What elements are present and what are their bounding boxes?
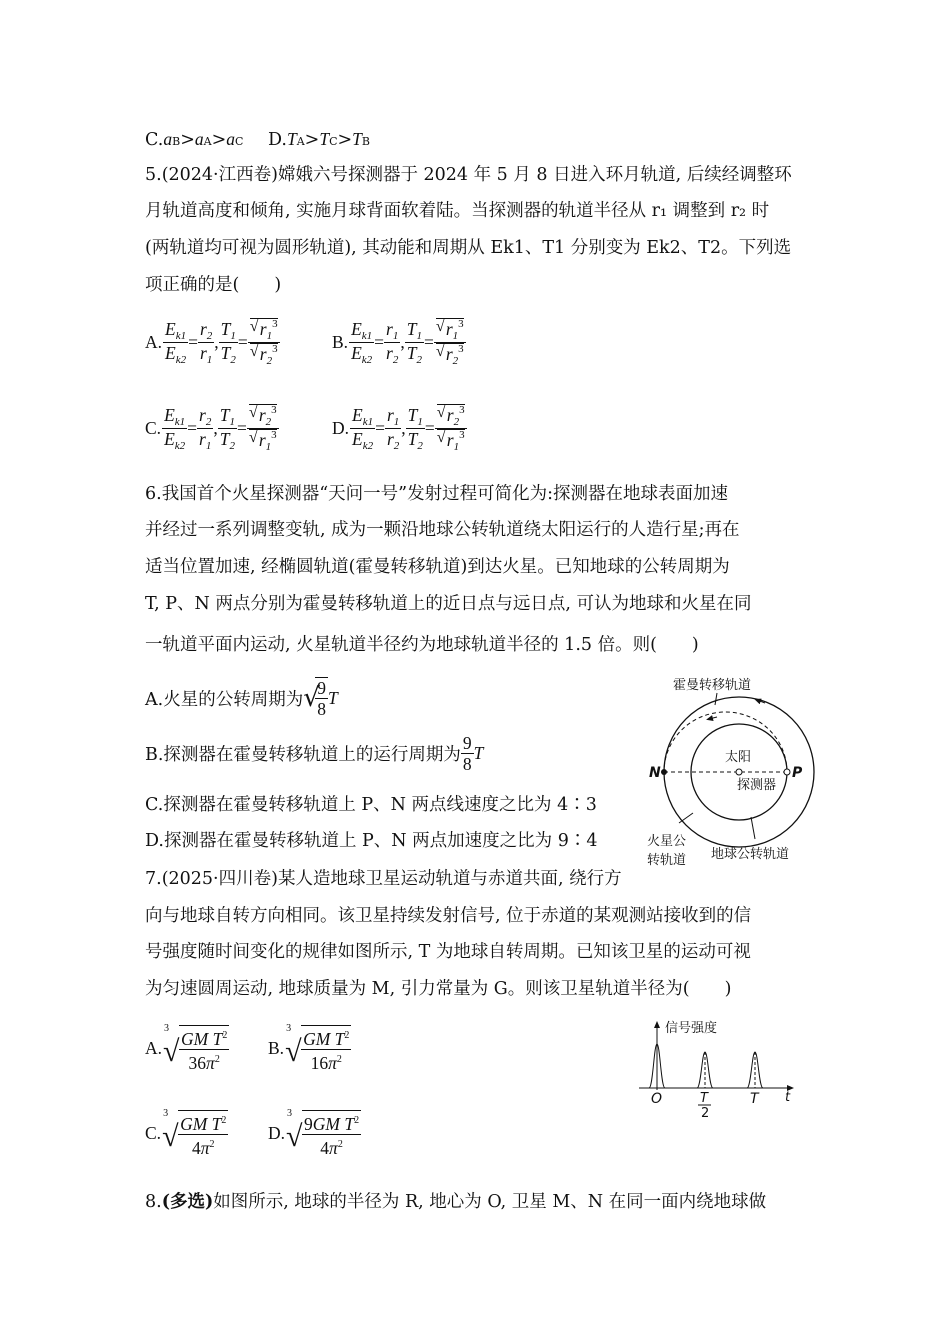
q7-line2: 向与地球自转方向相同。该卫星持续发射信号, 位于赤道的某观测站接收到的信 [145, 906, 752, 926]
hohmann-leader [715, 693, 717, 705]
q6-option-a: A.火星的公转周期为 √ $\frac{9}{8}$ T [145, 678, 338, 719]
q7-option-a: A. 3 √ $\frac{GM T^2}{36\pi^2}$ [145, 1023, 228, 1073]
q5-option-a: A. $\frac{E_{k1}}{E_{k2}}$ = $\frac{r_2}{r_1}$ , $\frac{T_1}{T_2}$ = √ $r_1^3$ √ $r_2^3$ [145, 318, 278, 367]
mars-orbit-label-2: 转轨道 [647, 853, 687, 868]
hohmann-orbit-diagram [645, 675, 835, 868]
q5-line4: 项正确的是( ) [145, 275, 282, 295]
point-n [661, 769, 667, 775]
half-t-den: 2 [701, 1106, 710, 1121]
q5-option-c: C. $\frac{E_{k1}}{E_{k2}}$ = $\frac{r_2}{r_1}$ , $\frac{T_1}{T_2}$ = √ $r_2^3$ √ $r_1^3$ [145, 404, 277, 453]
p-label: P [792, 765, 803, 781]
q7-line1: 7.(2025·四川卷)某人造地球卫星运动轨道与赤道共面, 绕行方 [145, 869, 622, 889]
q5-line1: 5.(2024·江西卷)嫦娥六号探测器于 2024 年 5 月 8 日进入环月轨道, 后续经调整环 [145, 165, 792, 185]
half-t-num: T [700, 1091, 708, 1106]
q7-option-b: B. 3 √ $\frac{GM T^2}{16\pi^2}$ [268, 1023, 350, 1073]
t-axis-label: t [785, 1090, 791, 1105]
sun-label: 太阳 [725, 750, 752, 765]
t-tick-label: T [750, 1091, 759, 1107]
q8-line1: 8.(多选)如图所示, 地球的半径为 R, 地心为 O, 卫星 M、N 在同一面内绕地球做 [145, 1192, 767, 1212]
q6-line4: T, P、N 两点分别为霍曼转移轨道上的近日点与远日点, 可认为地球和火星在同 [145, 594, 752, 614]
earth-orbit-label: 地球公转轨道 [711, 847, 790, 862]
q7-line4: 为匀速圆周运动, 地球质量为 M, 引力常量为 G。则该卫星轨道半径为( ) [145, 979, 732, 999]
y-axis-label: 信号强度 [665, 1021, 718, 1036]
q6-option-c: C.探测器在霍曼转移轨道上 P、N 两点线速度之比为 4∶3 [145, 795, 597, 815]
q6-line1: 6.我国首个火星探测器“天问一号”发射过程可简化为:探测器在地球表面加速 [145, 484, 728, 504]
origin-label: O [651, 1091, 663, 1107]
probe-label: 探测器 [737, 778, 777, 793]
q5-option-b: B. $\frac{E_{k1}}{E_{k2}}$ = $\frac{r_1}{r_2}$ , $\frac{T_1}{T_2}$ = √ $r_1^3$ √ $r_2^3$ [332, 318, 464, 367]
q5-option-d: D. $\frac{E_{k1}}{E_{k2}}$ = $\frac{r_1}{r_2}$ , $\frac{T_1}{T_2}$ = √ $r_2^3$ √ $r_1^3$ [332, 404, 465, 453]
point-p [784, 769, 790, 775]
q6-line5: 一轨道平面内运动, 火星轨道半径约为地球轨道半径的 1.5 倍。则( ) [145, 635, 699, 655]
sun-dot [736, 769, 742, 775]
transfer-arrow [709, 717, 717, 719]
n-label: N [649, 765, 661, 781]
q6-option-d: D.探测器在霍曼转移轨道上 P、N 两点加速度之比为 9∶4 [145, 831, 598, 851]
q7-line3: 号强度随时间变化的规律如图所示, T 为地球自转周期。已知该卫星的运动可视 [145, 942, 751, 962]
q4-option-c: C.aB>aA>aC [145, 129, 244, 150]
mars-leader [679, 813, 693, 823]
earth-leader [751, 817, 755, 839]
q7-option-d: D. 3 √ $\frac{9GM T^2}{4\pi^2}$ [268, 1108, 360, 1158]
sqrt: √ $\frac{9}{8}$ [303, 678, 326, 719]
signal-strength-graph [635, 1018, 805, 1123]
q5-line3: (两轨道均可视为圆形轨道), 其动能和周期从 Ek1、T1 分别变为 Ek2、T2。下列选 [145, 238, 792, 258]
q6-line3: 适当位置加速, 经椭圆轨道(霍曼转移轨道)到达火星。已知地球的公转周期为 [145, 557, 730, 577]
q6-option-b: B.探测器在霍曼转移轨道上的运行周期为 $\frac{9}{8}$ T [145, 733, 484, 774]
q7-option-c: C. 3 √ $\frac{GM T^2}{4\pi^2}$ [145, 1108, 227, 1158]
hohmann-label: 霍曼转移轨道 [673, 678, 752, 693]
q4-option-d: D.TA>TC>TB [268, 129, 370, 150]
q6-line2: 并经过一系列调整变轨, 成为一颗沿地球公转轨道绕太阳运行的人造行星;再在 [145, 520, 740, 540]
q5-line2: 月轨道高度和倾角, 实施月球背面软着陆。当探测器的轨道半径从 r₁ 调整到 r₂ 时 [145, 201, 770, 221]
mars-orbit-label-1: 火星公 [647, 834, 687, 849]
